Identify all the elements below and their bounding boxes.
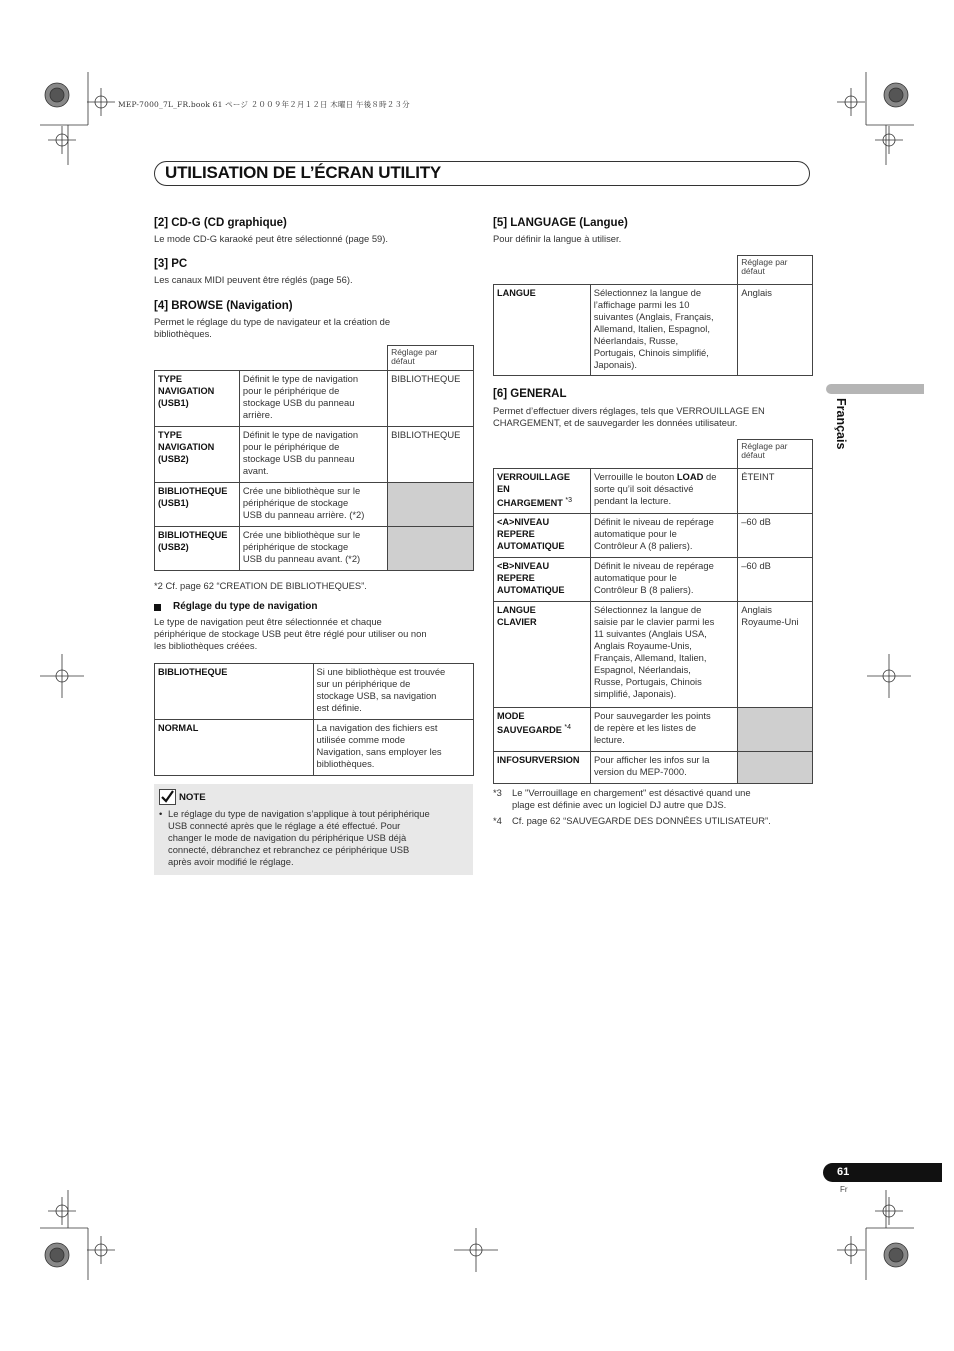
- setting-description: Définit le niveau de repérage automatique pour le Contrôleur B (8 paliers).: [590, 558, 737, 602]
- section-title-bar: [154, 161, 810, 186]
- page-number: 61: [837, 1166, 850, 1178]
- note-title: NOTE: [179, 792, 206, 803]
- table-row: [155, 371, 474, 427]
- page-title: UTILISATION DE L’ÉCRAN UTILITY: [165, 163, 442, 182]
- setting-default: ÉTEINT: [738, 469, 813, 514]
- pc-heading: [3] PC: [154, 258, 188, 270]
- table-row: [155, 427, 474, 483]
- setting-key: BIBLIOTHEQUE (USB1): [155, 483, 240, 527]
- table-row: [494, 558, 813, 602]
- general-table: [493, 439, 813, 784]
- footnote-3-mark: *3: [493, 787, 502, 798]
- table-row: [494, 514, 813, 558]
- table-row: [494, 752, 813, 784]
- setting-key: INFOSURVERSION: [494, 752, 591, 784]
- setting-key: BIBLIOTHEQUE: [155, 664, 314, 720]
- table-row: [155, 664, 474, 720]
- browse-text: [154, 316, 390, 340]
- setting-key: LANGUE CLAVIER: [494, 602, 591, 708]
- general-heading: [6] GENERAL: [493, 388, 567, 400]
- setting-default-empty: [388, 483, 474, 527]
- footnote-2: *2 Cf. page 62 “CREATION DE BIBLIOTHEQUES”.: [154, 580, 367, 591]
- setting-description: La navigation des fichiers est utilisée comme mode Navigation, sans employer les bibliothèques.: [313, 720, 473, 776]
- setting-key: TYPE NAVIGATION (USB1): [155, 371, 240, 427]
- table-row: [155, 527, 474, 571]
- setting-key: TYPE NAVIGATION (USB2): [155, 427, 240, 483]
- table-row: [494, 285, 813, 376]
- setting-description: Pour afficher les infos sur la version du MEP-7000.: [590, 752, 737, 784]
- default-header: Réglage par défaut: [738, 256, 813, 285]
- language-heading: [5] LANGUAGE (Langue): [493, 217, 628, 229]
- setting-default: –60 dB: [738, 514, 813, 558]
- checkmark-icon: [159, 789, 176, 805]
- note-text: Le réglage du type de navigation s’applique à tout périphérique USB connecté après que le réglage a été effectué. Pour changer le mode de navigation du périphérique USB déjà connecté, débranchez et rebranchez ce périphérique USB après avoir modifié le réglage.: [168, 808, 430, 867]
- language-side-label: Français: [834, 398, 848, 450]
- table-row: [494, 708, 813, 752]
- browse-table: [154, 345, 474, 571]
- table-header-row: [494, 440, 813, 469]
- note-bullet: •: [159, 808, 163, 819]
- table-row: [155, 720, 474, 776]
- browse-heading: [4] BROWSE (Navigation): [154, 300, 293, 312]
- setting-default: BIBLIOTHEQUE: [388, 427, 474, 483]
- language-text: Pour définir la langue à utiliser.: [493, 233, 622, 244]
- setting-default-empty: [738, 708, 813, 752]
- general-text: Permet d’effectuer divers réglages, tels que VERROUILLAGE EN CHARGEMENT, et de sauvegarder les données utilisateur.: [493, 405, 765, 428]
- table-header-row: [494, 256, 813, 285]
- setting-default: Anglais Royaume-Uni: [738, 602, 813, 708]
- table-row: [155, 483, 474, 527]
- setting-key: MODE SAUVEGARDE $^{*4}$: [494, 708, 591, 752]
- setting-description: Définit le type de navigation pour le périphérique de stockage USB du panneau avant.: [239, 427, 387, 483]
- setting-key: BIBLIOTHEQUE (USB2): [155, 527, 240, 571]
- cdg-heading: [2] CD-G (CD graphique): [154, 217, 287, 229]
- browse-text-line: bibliothèques.: [154, 328, 212, 339]
- setting-default: –60 dB: [738, 558, 813, 602]
- setting-default-empty: [388, 527, 474, 571]
- nav-type-table: [154, 663, 474, 776]
- footnote-3: Le "Verrouillage en chargement" est désactivé quand une plage est définie avec un logiciel DJ autre que DJS.: [512, 787, 751, 810]
- setting-description: Si une bibliothèque est trouvée sur un périphérique de stockage USB, sa navigation est définie.: [313, 664, 473, 720]
- table-row: [494, 469, 813, 514]
- default-header: Réglage par défaut: [388, 346, 474, 371]
- setting-default: BIBLIOTHEQUE: [388, 371, 474, 427]
- print-info: MEP-7000_7L_FR.book 61 ページ ２００９年２月１２日 木曜日 午後８時２３分: [118, 100, 410, 109]
- footnote-4-mark: *4: [493, 815, 502, 826]
- setting-key: NORMAL: [155, 720, 314, 776]
- setting-description: Définit le type de navigation pour le périphérique de stockage USB du panneau arrière.: [239, 371, 387, 427]
- setting-description: Sélectionnez la langue de saisie par le clavier parmi les 11 suivantes (Anglais USA, Anglais Royaume-Unis, Français, Allemand, Italien, Espagnol, Néerlandais, Russe, Portugais, Chinois simplifié, Japonais).: [590, 602, 737, 708]
- setting-default: Anglais: [738, 285, 813, 376]
- setting-description: Sélectionnez la langue de l’affichage parmi les 10 suivantes (Anglais, Français, Allemand, Italien, Espagnol, Néerlandais, Russe, Portugais, Chinois simplifié, Japonais).: [590, 285, 738, 376]
- default-header: Réglage par défaut: [738, 440, 813, 469]
- setting-description: Crée une bibliothèque sur le périphérique de stockage USB du panneau avant. (*2): [239, 527, 387, 571]
- setting-key: <B>NIVEAU REPERE AUTOMATIQUE: [494, 558, 591, 602]
- browse-text-line: Permet le réglage du type de navigateur et la création de: [154, 316, 391, 327]
- setting-description: Crée une bibliothèque sur le périphérique de stockage USB du panneau arrière. (*2): [239, 483, 387, 527]
- square-bullet-icon: [154, 604, 161, 611]
- setting-description: Pour sauvegarder les points de repère et les listes de lecture.: [590, 708, 737, 752]
- page-language-code: Fr: [840, 1185, 848, 1194]
- pc-text: Les canaux MIDI peuvent être réglés (page 56).: [154, 274, 353, 285]
- note-box: [154, 784, 473, 875]
- setting-key: LANGUE: [494, 285, 591, 376]
- language-table: [493, 255, 813, 376]
- table-header-row: [155, 346, 474, 371]
- setting-key: <A>NIVEAU REPERE AUTOMATIQUE: [494, 514, 591, 558]
- cdg-text: Le mode CD-G karaoké peut être sélectionné (page 59).: [154, 233, 388, 244]
- setting-description: Verrouille le bouton LOAD de sorte qu’il soit désactivé pendant la lecture.: [590, 469, 737, 514]
- setting-description: Définit le niveau de repérage automatique pour le Contrôleur A (8 paliers).: [590, 514, 737, 558]
- setting-key: VERROUILLAGE EN CHARGEMENT $^{*3}$: [494, 469, 591, 514]
- language-side-tab: [826, 384, 924, 394]
- footnote-4: Cf. page 62 “SAUVEGARDE DES DONNÉES UTILISATEUR”.: [512, 815, 771, 826]
- table-row: [494, 602, 813, 708]
- nav-type-heading: Réglage du type de navigation: [173, 601, 318, 612]
- setting-default-empty: [738, 752, 813, 784]
- nav-type-text: Le type de navigation peut être sélectionnée et chaque périphérique de stockage USB peut être réglé pour utiliser ou non les bibliothèques créées.: [154, 616, 427, 651]
